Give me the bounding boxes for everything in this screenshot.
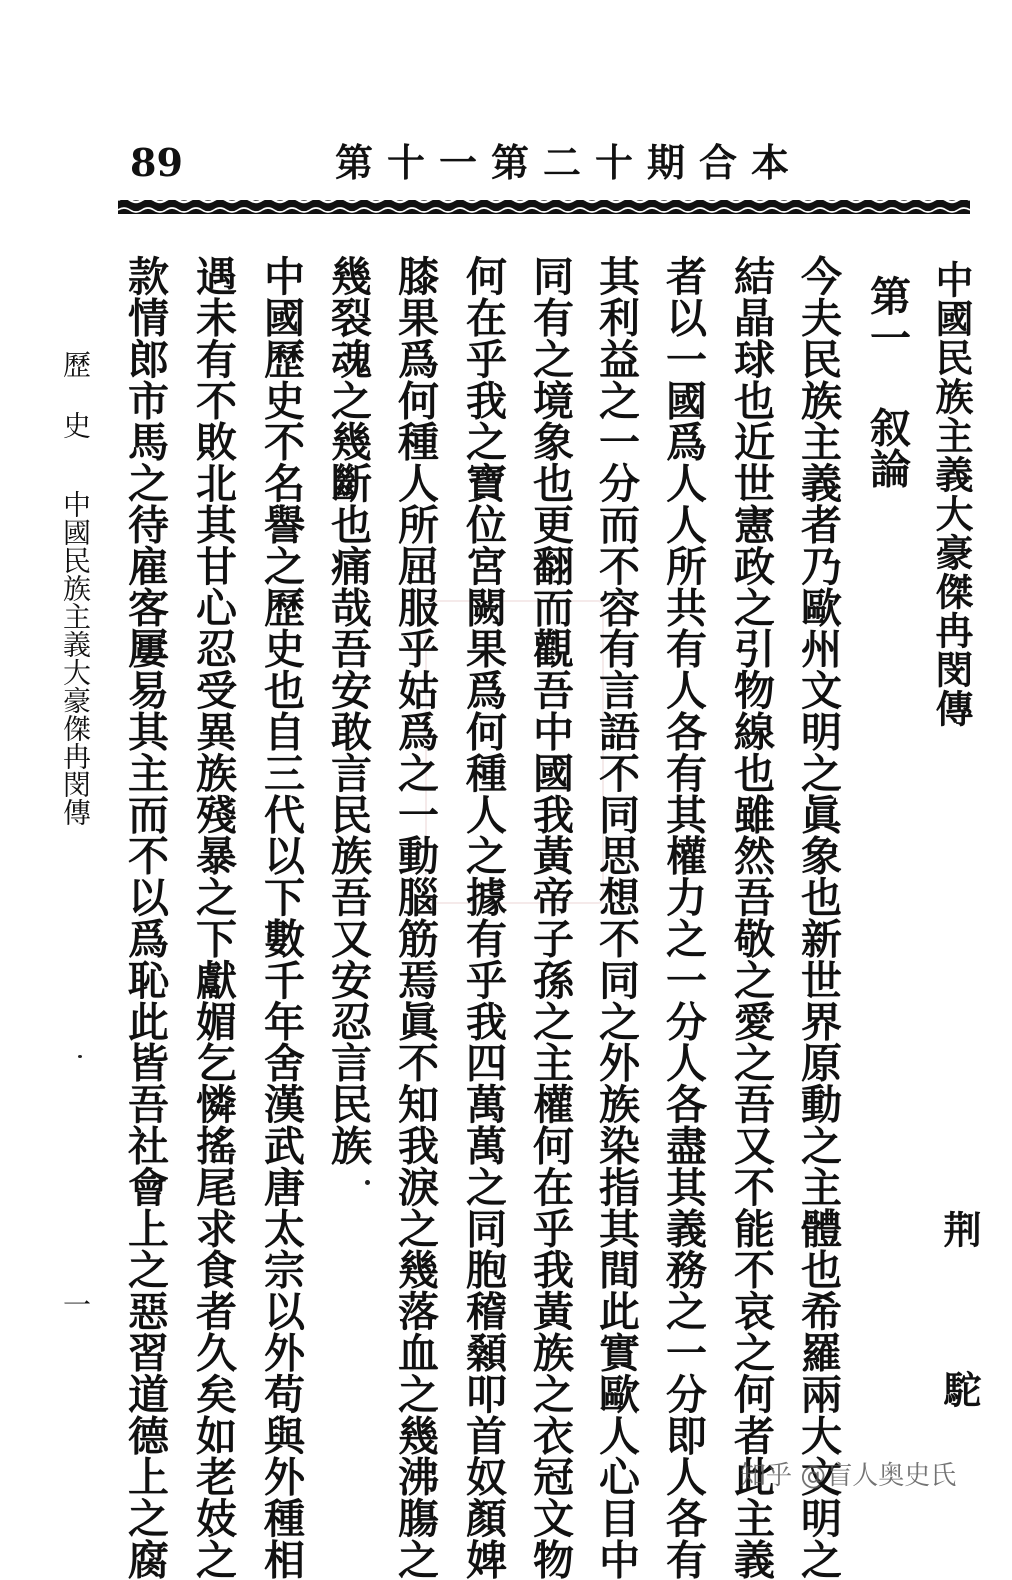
article-title: 中國民族主義大豪傑冉閔傳 [929, 260, 974, 728]
journal-title: 第十一第二十期合本 [335, 140, 804, 185]
page-number: 89 [130, 140, 183, 185]
author-name-second: 駝 [937, 1370, 982, 1408]
section-heading: 第一 叙論 [863, 275, 911, 489]
decorative-header-rule [118, 198, 970, 218]
footer-section-label: 歷 史 [59, 350, 92, 439]
body-column: 者以一國爲人人所共有人各有其權力之一分人各盡其義務之一分即人各有 [659, 255, 707, 1580]
ink-speck [365, 1180, 370, 1185]
body-column: 膝果爲何種人所屈服乎姑爲之一動腦筋焉眞不知我淚之幾落血之幾沸膓之 [391, 255, 439, 1580]
source-watermark: 知乎 @盲人奥史氏 [740, 1461, 957, 1491]
ink-speck [78, 1055, 82, 1058]
author-name-first: 荆 [937, 1210, 982, 1248]
body-column: 其利益之一分而不容有言語不同思想不同之外族染指其間此實歐人心目中 [592, 255, 640, 1580]
faded-library-seal [425, 600, 604, 904]
body-column: 同有之境象也更翻而觀吾中國我黃帝子孫之主權何在乎我黃族之衣冠文物 [526, 255, 574, 1580]
body-column: 今夫民族主義者乃歐州文明之眞象也新世界原動之主體也希羅兩大文明之 [794, 255, 842, 1580]
body-column: 遇未有不敗北其甘心忍受異族殘暴之下獻媚乞憐搖尾求食者久矣如老妓之 [189, 255, 237, 1580]
body-column: 結晶球也近世憲政之引物線也雖然吾敬之愛之吾又不能不哀之何者此主義 [727, 255, 775, 1580]
body-column: 何在乎我之寶位宮闕果爲何種人之據有乎我四萬萬之同胞稽顙叩首奴顏婢 [459, 255, 507, 1580]
body-column: 款情郎市馬之待雇客屢易其主而不以爲恥此皆吾社會上之惡習道德上之腐 [121, 255, 169, 1580]
body-column: 中國歷史不名譽之歷史也自三代以下數千年舍漢武唐太宗以外苟與外種相 [257, 255, 305, 1580]
footer-page-marker: 一 [59, 1290, 92, 1318]
footer-running-title: 中國民族主義大豪傑冉閔傳 [59, 490, 92, 826]
body-column: 幾裂魂之幾斷也痛哉吾安敢言民族吾又安忍言民族 [324, 255, 372, 1166]
